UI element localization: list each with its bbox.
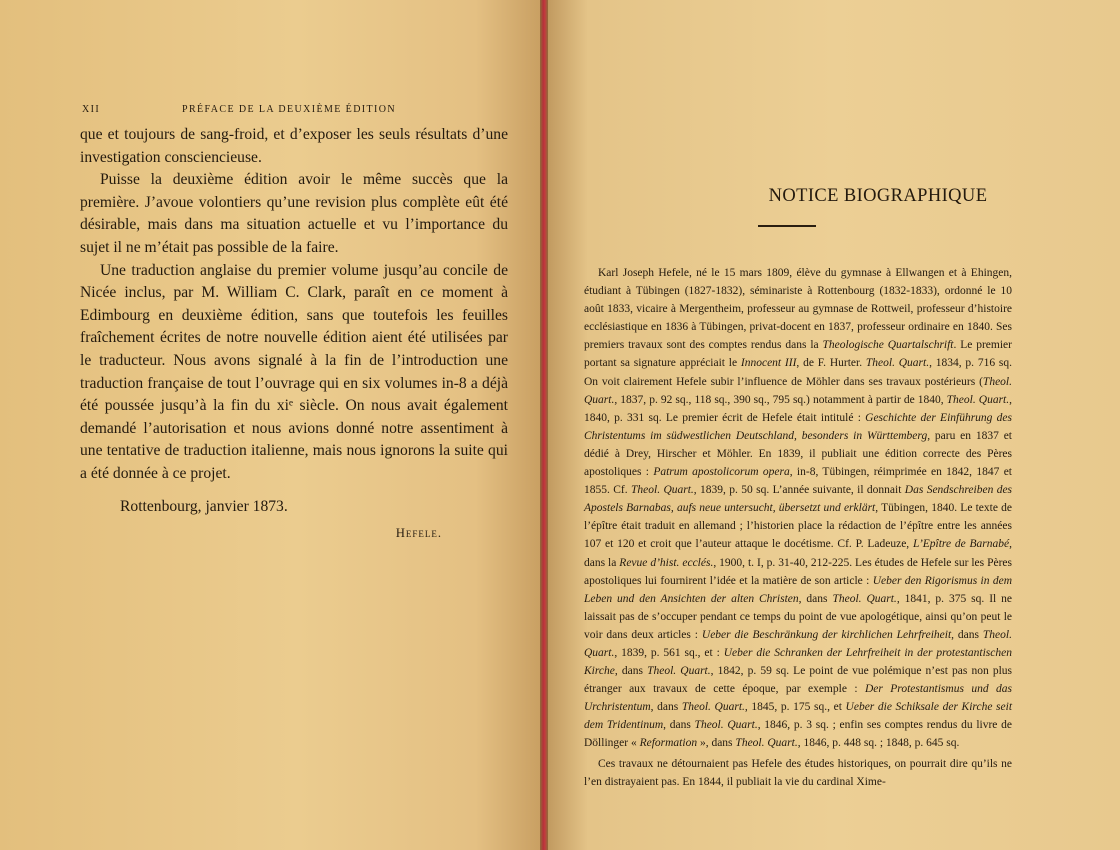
- text-run: , dans la: [584, 538, 1012, 569]
- italic-title: Reformation: [639, 737, 698, 750]
- text-run: , 1845, p. 175 sq., et: [744, 701, 846, 714]
- signature: Hefele.: [395, 526, 442, 541]
- italic-title: Theol. Quart.: [647, 665, 711, 678]
- italic-title: Patrum apostolicorum opera: [653, 466, 790, 479]
- paragraph: que et toujours de sang-froid, et d’exposer les seuls résultats d’une investigation consciencieuse.: [80, 126, 508, 166]
- text-run: , 1842, p. 59 sq. Le point de vue polémique n’est pas non plus étranger aux travaux de cette époque, par exemple :: [584, 665, 1012, 696]
- italic-title: Theol. Quart.: [865, 357, 930, 370]
- italic-title: Theologische Quartalschrift: [822, 339, 954, 352]
- text-run: , 1834, p. 716 sq. On voit clairement Hefele subir l’influence de Möhler dans ses travaux postérieurs (: [584, 357, 1012, 388]
- paragraph: Une traduction anglaise du premier volume jusqu’au concile de Nicée inclus, par M. William C. Clark, paraît en ce moment à Edimbourg en deuxième édition, sans que toutefois les feuilles fraîchement écrites de notre nouvelle édition aient été utilisées par le traducteur. Nous avons signalé à la fin de l’introduction une traduction française de tout l’ouvrage qui en six volumes in-8 a déjà été poussée jusqu’à la fin du xiᵉ siècle. On nous avait également demandé l’autorisation et nous avions donné notre assentiment à une tentative de traduction italienne, mais nous ignorons la suite qui a été donnée à ce projet.: [80, 261, 508, 482]
- italic-title: Theol. Quart.: [832, 592, 897, 605]
- italic-title: Das Sendschreiben des Apostels Barnabas, aufs neue untersucht, übersetzt und erklärt: [584, 484, 1013, 515]
- italic-title: Theol. Quart.: [681, 701, 745, 714]
- text-run: , 1839, p. 50 sq. L’année suivante, il donnait: [693, 484, 905, 497]
- italic-title: Geschichte der Einführung des Christentums im südwestlichen Deutschland, besonders in Württemberg: [584, 411, 1013, 442]
- text-run: , dans: [951, 628, 983, 641]
- italic-title: Ueber die Schiksale der Kirche seit dem Tridentinum: [584, 701, 1013, 732]
- dateline: Rottenbourg, janvier 1873.: [120, 497, 288, 515]
- italic-title: Theol. Quart.: [694, 719, 758, 732]
- text-run: , in-8, Tübingen, réimprimée en 1842, 1847 et 1855. Cf.: [584, 466, 1012, 497]
- text-run: , dans: [663, 719, 695, 732]
- italic-title: Revue d’hist. ecclés.: [619, 556, 714, 569]
- text-run: . Le premier portant sa signature appréciait le: [584, 339, 1012, 370]
- italic-title: L’Epître de Barnabé: [912, 538, 1010, 551]
- text-run: », dans: [697, 737, 736, 750]
- biography-paragraph: Ces travaux ne détournaient pas Hefele des études historiques, on pourrait dire qu’ils ne l’en distrayaient pas. En 1844, il publiait la vie du cardinal Xime-: [584, 757, 1012, 788]
- text-run: , 1846, p. 3 sq. ; enfin ses comptes rendus du livre de Döllinger «: [584, 719, 1012, 750]
- text-run: , dans: [614, 665, 648, 678]
- text-run: , de F. Hurter.: [796, 357, 866, 370]
- text-run: , 1839, p. 561 sq., et :: [614, 646, 724, 659]
- title-rule: [758, 225, 816, 227]
- text-run: , paru en 1837 et dédié à Drey, Hirscher et Möhler. En 1839, il publiait une édition correcte des Pères apostoliques :: [584, 429, 1012, 479]
- page-number: XII: [82, 104, 101, 115]
- paragraph: Puisse la deuxième édition avoir le même succès que la première. J’avoue volontiers qu’une revision plus complète eût été désirable, mais dans ma situation actuelle et vu l’importance du sujet il ne m’était pas possible de la faire.: [80, 171, 508, 256]
- italic-title: Theol. Quart.: [735, 737, 798, 750]
- left-page-body: [80, 124, 508, 545]
- text-run: , dans: [798, 592, 833, 605]
- running-head: [82, 104, 512, 120]
- text-run: , 1841, p. 375 sq. Il ne laissait pas de s’occuper pendant ce temps du point de vue apologétique, ainsi qu’on peut le voir dans deux articles :: [584, 592, 1012, 641]
- italic-title: Theol. Quart.: [584, 375, 1012, 406]
- text-run: , 1837, p. 92 sq., 118 sq., 390 sq., 795 sq.) notamment à partir de 1840,: [614, 393, 947, 406]
- italic-title: Ueber die Schranken der Lehrfreiheit in der protestantischen Kirche: [584, 646, 1012, 678]
- italic-title: Theol. Quart.: [631, 484, 694, 497]
- italic-title: Theol. Quart.: [946, 393, 1010, 406]
- left-page: [0, 0, 540, 850]
- book-gutter: [540, 0, 548, 850]
- text-run: , Tübingen, 1840. Le texte de l’épître était traduit en allemand ; l’historien place la rédaction de l’épître entre les années 107 et 120 et croit que l’auteur attaque le docétisme. Cf. P. Ladeuze,: [584, 502, 1012, 551]
- italic-title: Innocent III: [740, 357, 797, 370]
- running-head-title: PRÉFACE DE LA DEUXIÈME ÉDITION: [182, 104, 397, 115]
- chapter-title: NOTICE BIOGRAPHIQUE: [768, 186, 988, 206]
- italic-title: Theol. Quart.: [584, 628, 1012, 659]
- italic-title: Der Protestantismus und das Urchristentum: [584, 683, 1012, 714]
- italic-title: Ueber die Beschränkung der kirchlichen Lehrfreiheit: [701, 628, 952, 641]
- right-page-body: [584, 264, 1012, 791]
- text-run: Karl Joseph Hefele, né le 15 mars 1809, élève du gymnase à Ellwangen et à Ehingen, étudiant à Tübingen (1827-1832), séminariste à Rottenbourg (1832-1833), ordonné le 10 août 1833, vicaire à Mergentheim, professeur au gymnase de Rottweil, professeur d’histoire ecclésiastique en 1836 à Tübingen, privat-docent en 1837, professeur ordinaire en 1840. Ses premiers travaux sont des comptes rendus dans la: [584, 267, 1012, 352]
- text-run: , 1840, p. 331 sq. Le premier écrit de Hefele était intitulé :: [584, 393, 1012, 424]
- text-run: , 1900, t. I, p. 31-40, 212-225. Les études de Hefele sur les Pères apostoliques lui fournirent l’idée et la matière de son article :: [584, 556, 1012, 587]
- biography-paragraph: [584, 264, 1012, 753]
- italic-title: Ueber den Rigorismus in dem Leben und den Ansichten der alten Christen: [584, 574, 1013, 605]
- text-run: , dans: [650, 701, 682, 714]
- text-run: , 1846, p. 448 sq. ; 1848, p. 645 sq.: [797, 737, 960, 750]
